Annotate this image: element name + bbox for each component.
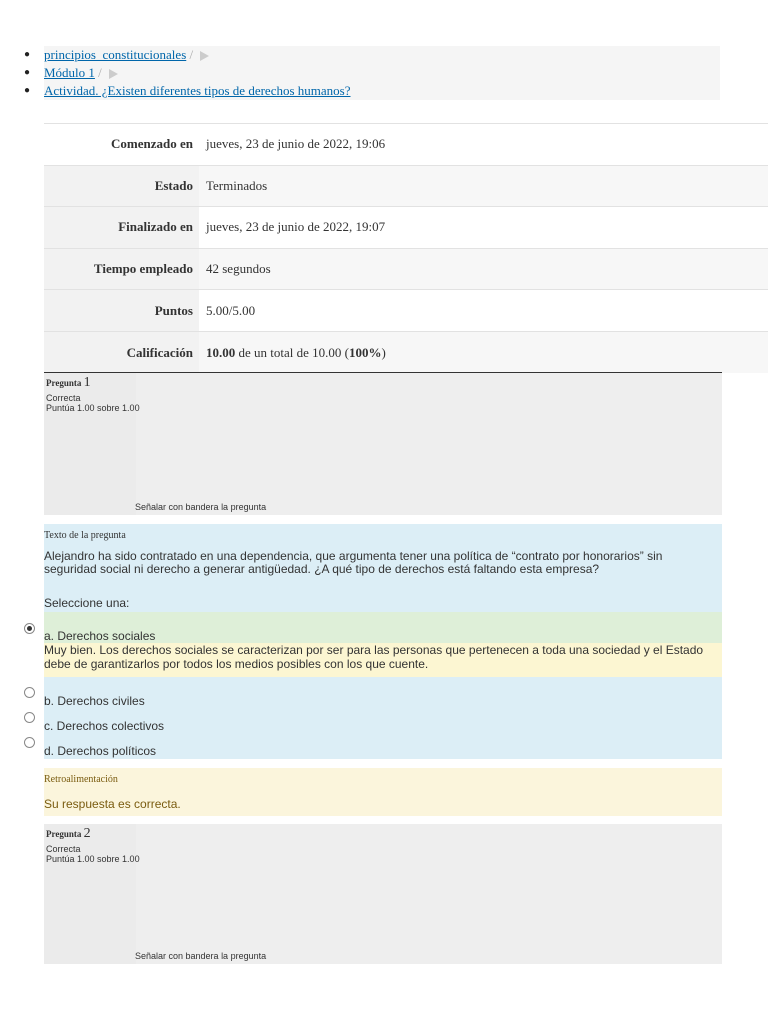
- breadcrumb-item: [24, 82, 720, 100]
- bullet-icon: ●: [24, 67, 31, 78]
- question-number-value: 2: [83, 826, 91, 841]
- feedback-heading: Retroalimentación: [44, 774, 118, 785]
- summary-label: Comenzado en: [44, 124, 199, 166]
- attempt-summary-table: [44, 123, 768, 373]
- question-number: [46, 375, 91, 391]
- grade-percent: 100%: [348, 344, 382, 360]
- summary-value: Terminados: [199, 165, 768, 207]
- answer-option-d-label[interactable]: d. Derechos políticos: [44, 744, 157, 758]
- summary-row-state: [44, 165, 768, 207]
- summary-label: Calificación: [44, 331, 199, 373]
- summary-row-started: [44, 124, 768, 166]
- play-icon: [200, 51, 209, 61]
- summary-label: Puntos: [44, 290, 199, 332]
- breadcrumb-link-activity[interactable]: Actividad. ¿Existen diferentes tipos de derechos humanos?: [44, 83, 351, 98]
- question-state: [46, 393, 140, 413]
- question-content: [44, 524, 722, 759]
- summary-row-finished: [44, 207, 768, 249]
- breadcrumb-link-course[interactable]: principios_constitucionales: [44, 47, 187, 62]
- answer-option-b-label[interactable]: b. Derechos civiles: [44, 694, 145, 708]
- answer-prompt: Seleccione una:: [44, 596, 130, 610]
- summary-row-time: [44, 248, 768, 290]
- breadcrumb-item: [24, 64, 720, 82]
- breadcrumb: [0, 46, 720, 100]
- summary-value: jueves, 23 de junio de 2022, 19:07: [199, 207, 768, 249]
- answer-option-c-label[interactable]: c. Derechos colectivos: [44, 719, 165, 733]
- summary-value: jueves, 23 de junio de 2022, 19:06: [199, 124, 768, 166]
- bullet-icon: ●: [24, 85, 31, 96]
- flag-question-link[interactable]: Señalar con bandera la pregunta: [135, 951, 267, 961]
- grade-value: 10.00: [206, 344, 236, 360]
- grade-close: ): [381, 344, 386, 360]
- question-number-label: Pregunta: [46, 829, 82, 839]
- question-grade-text: Puntúa 1.00 sobre 1.00: [46, 854, 140, 864]
- flag-question-link[interactable]: Señalar con bandera la pregunta: [135, 502, 267, 512]
- question-text: Alejandro ha sido contratado en una dependencia, que argumenta tener una política de “contrato por honorarios” sin seguridad social ni derecho a generar antigüedad. ¿A qué tipo de derechos está faltando esta empresa?: [44, 549, 663, 576]
- radio-option-d[interactable]: [24, 737, 35, 748]
- summary-label: Tiempo empleado: [44, 248, 199, 290]
- question-text-heading: Texto de la pregunta: [44, 530, 126, 541]
- question-number-label: Pregunta: [46, 378, 82, 388]
- question-state: [46, 844, 140, 864]
- question-info: [44, 824, 722, 964]
- bullet-icon: ●: [24, 49, 31, 60]
- summary-value: 5.00/5.00: [199, 290, 768, 332]
- specific-feedback: Muy bien. Los derechos sociales se caracterizan por ser para las personas que pertenecen a toda una sociedad y el Estado debe de garantizarlos por todos los medios posibles con los que cuente.: [44, 643, 722, 677]
- question-state-text: Correcta: [46, 844, 81, 854]
- summary-value: [199, 331, 768, 373]
- question-info: [44, 372, 722, 515]
- breadcrumb-item: [24, 46, 720, 64]
- breadcrumb-link-module[interactable]: Módulo 1: [44, 65, 95, 80]
- play-icon: [109, 69, 118, 79]
- grade-total: de un total de 10.00 (: [235, 344, 349, 360]
- summary-label: Estado: [44, 165, 199, 207]
- radio-option-b[interactable]: [24, 687, 35, 698]
- summary-label: Finalizado en: [44, 207, 199, 249]
- summary-row-marks: [44, 290, 768, 332]
- radio-option-a[interactable]: [24, 623, 35, 634]
- breadcrumb-separator: /: [186, 47, 197, 62]
- question-state-text: Correcta: [46, 393, 81, 403]
- summary-value: 42 segundos: [199, 248, 768, 290]
- answer-option-a-label[interactable]: a. Derechos sociales: [44, 629, 156, 643]
- question-number: [46, 826, 91, 842]
- question-number-value: 1: [83, 375, 91, 390]
- radio-option-c[interactable]: [24, 712, 35, 723]
- feedback-text: Su respuesta es correcta.: [44, 797, 181, 811]
- breadcrumb-separator: /: [94, 65, 106, 80]
- question-grade-text: Puntúa 1.00 sobre 1.00: [46, 403, 140, 413]
- general-feedback: [44, 768, 722, 816]
- summary-row-grade: [44, 331, 768, 373]
